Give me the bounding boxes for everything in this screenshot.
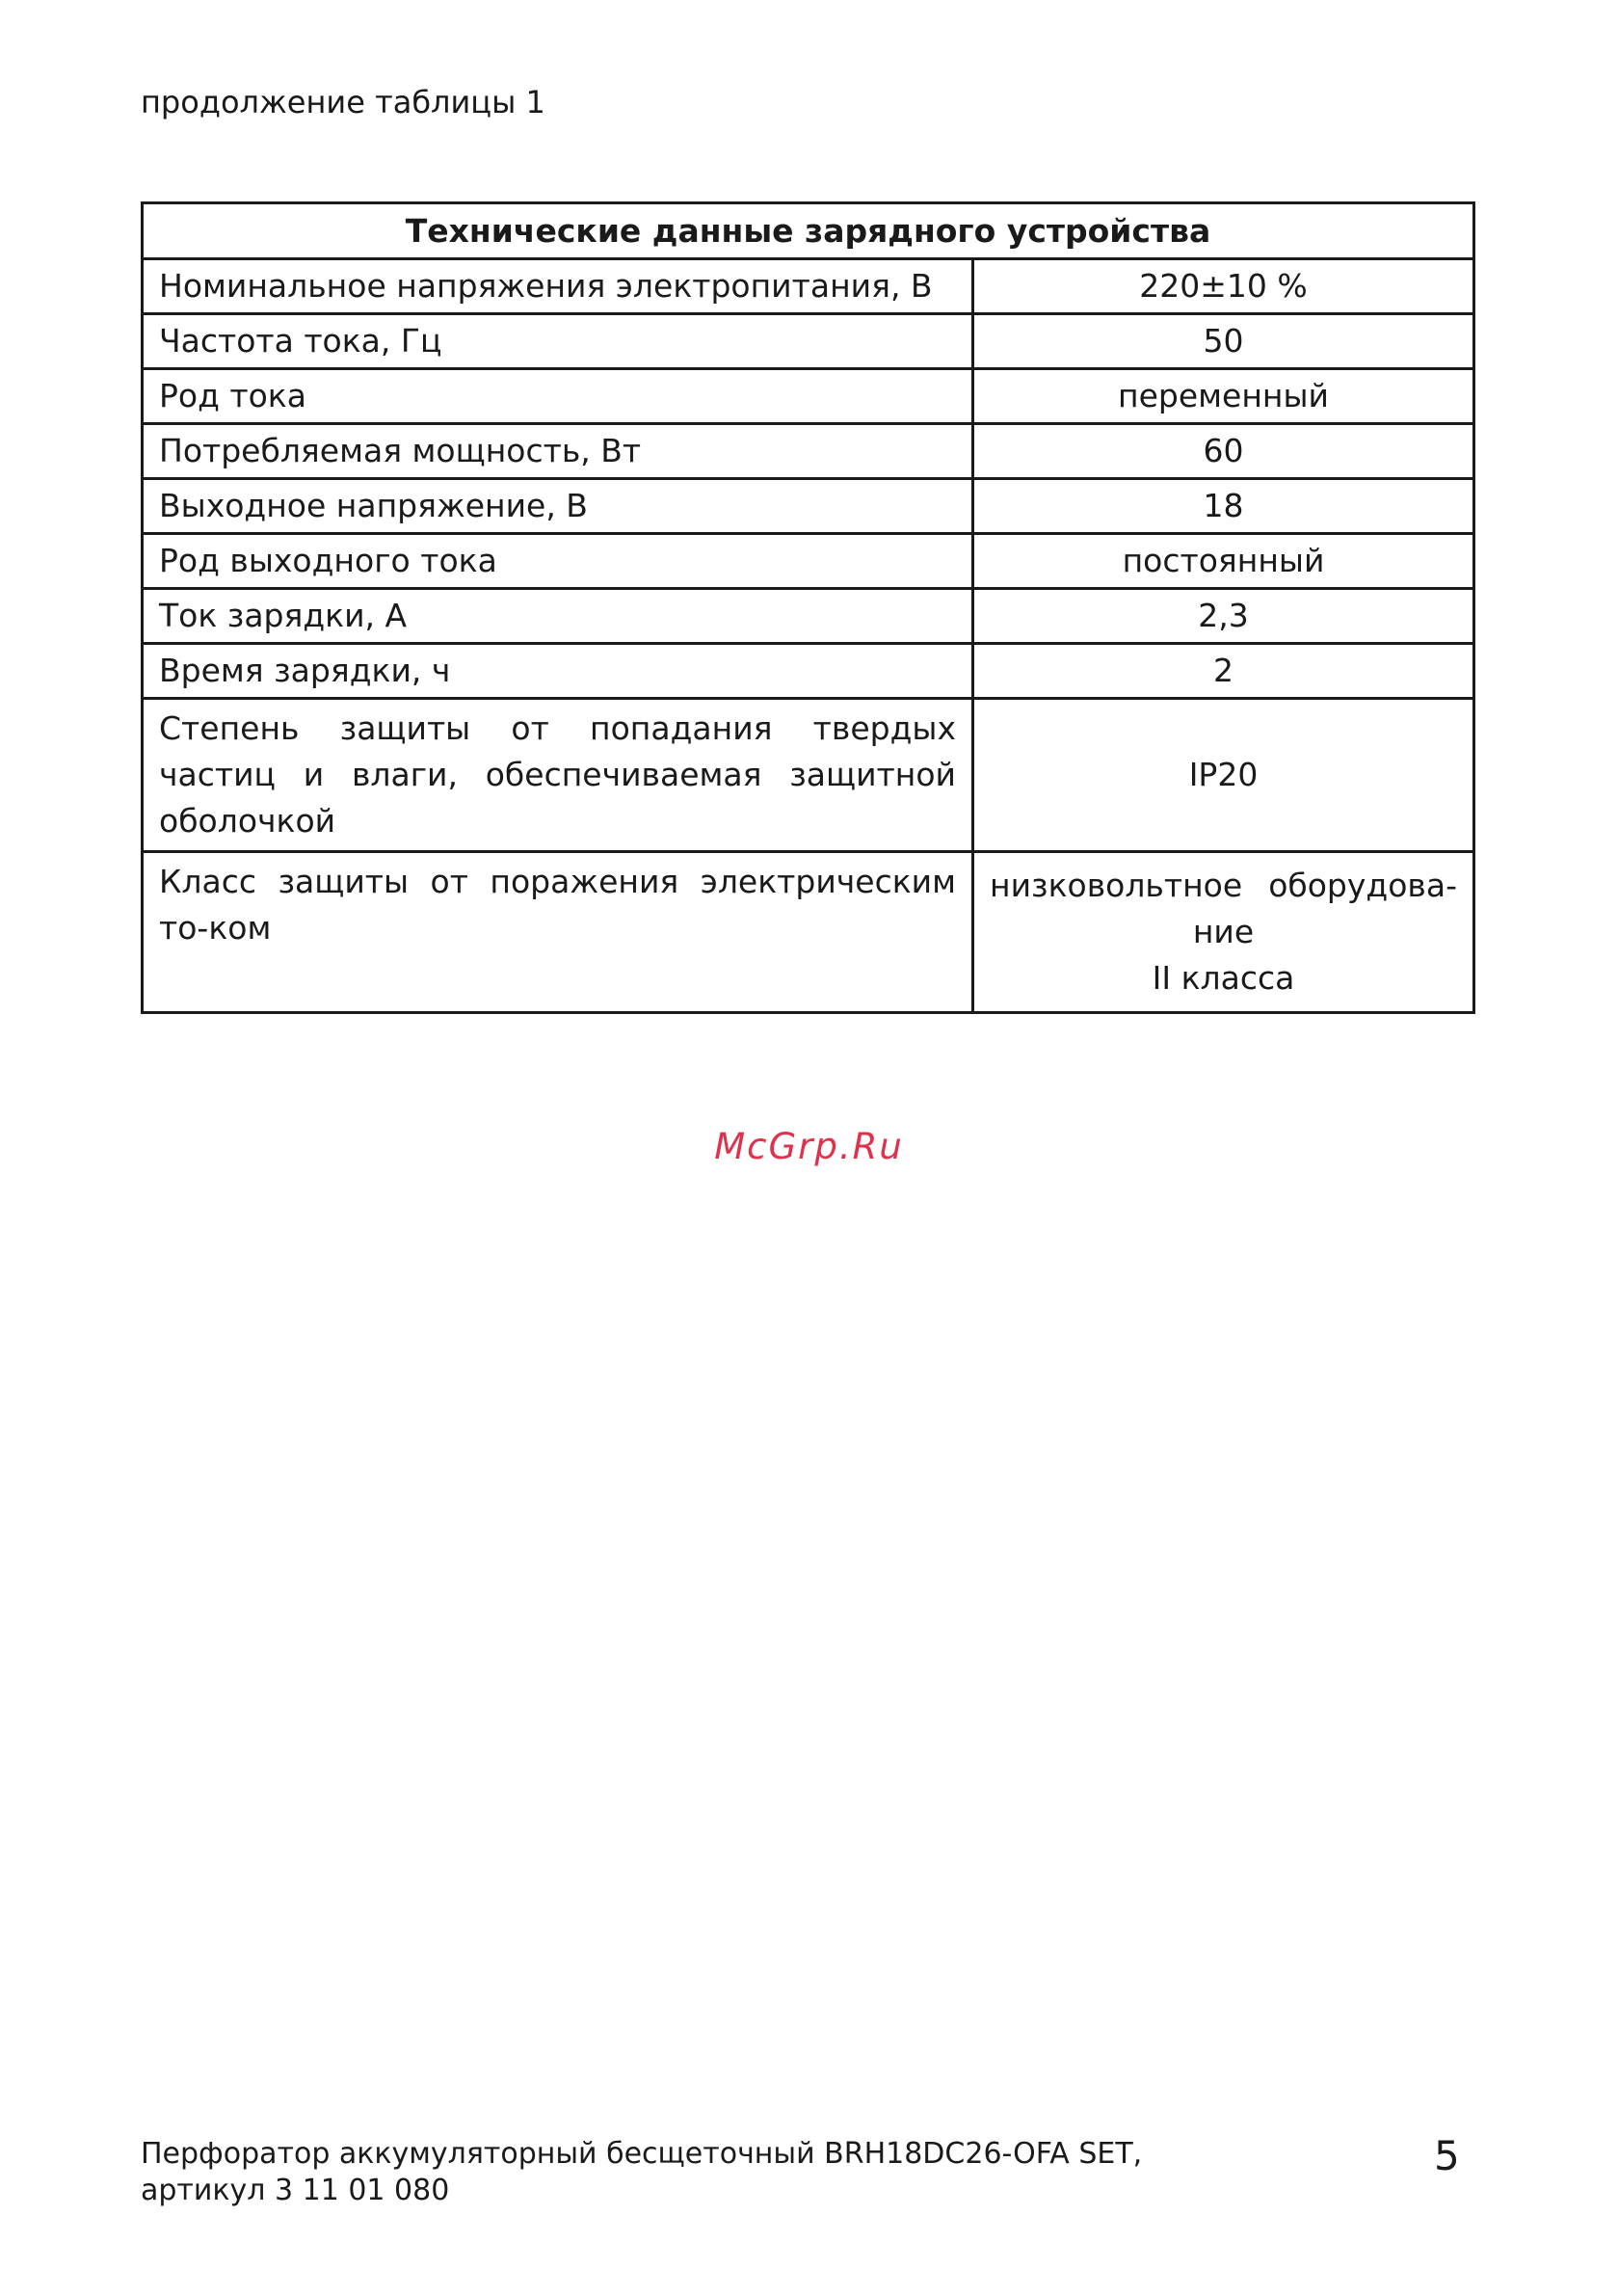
value-line: II класса bbox=[1152, 959, 1295, 997]
table-row bbox=[143, 852, 1474, 1013]
table-row bbox=[143, 314, 1474, 369]
table-row bbox=[143, 699, 1474, 852]
footer-product-info bbox=[141, 2136, 1142, 2209]
watermark: McGrp.Ru bbox=[714, 1126, 904, 1167]
param-cell: Класс защиты от поражения электрическим то-ком bbox=[143, 852, 973, 1013]
table-row bbox=[143, 644, 1474, 699]
param-cell: Номинальное напряжения электропитания, В bbox=[143, 259, 973, 314]
value-cell: переменный bbox=[973, 369, 1474, 424]
table-row bbox=[143, 424, 1474, 479]
value-line: ние bbox=[1192, 913, 1255, 950]
param-cell: Род тока bbox=[143, 369, 973, 424]
table-header-row bbox=[143, 203, 1474, 259]
page-number: 5 bbox=[1434, 2132, 1460, 2179]
value-word: оборудова- bbox=[1268, 867, 1457, 904]
value-line bbox=[990, 863, 1457, 909]
footer-line: артикул 3 11 01 080 bbox=[141, 2174, 450, 2207]
table-row bbox=[143, 534, 1474, 589]
value-cell: 50 bbox=[973, 314, 1474, 369]
table-row bbox=[143, 259, 1474, 314]
param-cell: Степень защиты от попадания твердых частиц и влаги, обеспечиваемая защитной оболочкой bbox=[143, 699, 973, 852]
value-cell bbox=[973, 852, 1474, 1013]
param-cell: Потребляемая мощность, Вт bbox=[143, 424, 973, 479]
table-row bbox=[143, 479, 1474, 534]
param-cell: Выходное напряжение, В bbox=[143, 479, 973, 534]
value-cell: 18 bbox=[973, 479, 1474, 534]
value-cell: постоянный bbox=[973, 534, 1474, 589]
table-row bbox=[143, 589, 1474, 644]
table-header: Технические данные зарядного устройства bbox=[143, 203, 1474, 259]
table-row bbox=[143, 369, 1474, 424]
value-cell: IP20 bbox=[973, 699, 1474, 852]
param-cell: Время зарядки, ч bbox=[143, 644, 973, 699]
value-cell: 220±10 % bbox=[973, 259, 1474, 314]
param-cell: Частота тока, Гц bbox=[143, 314, 973, 369]
footer-line: Перфоратор аккумуляторный бесщеточный BRH18DC26-OFA SET, bbox=[141, 2137, 1143, 2171]
charger-spec-table bbox=[141, 201, 1475, 1014]
param-cell: Ток зарядки, А bbox=[143, 589, 973, 644]
value-cell: 60 bbox=[973, 424, 1474, 479]
param-cell: Род выходного тока bbox=[143, 534, 973, 589]
value-word: низковольтное bbox=[990, 867, 1243, 904]
value-cell: 2 bbox=[973, 644, 1474, 699]
table-continuation-label: продолжение таблицы 1 bbox=[141, 84, 545, 120]
value-cell: 2,3 bbox=[973, 589, 1474, 644]
